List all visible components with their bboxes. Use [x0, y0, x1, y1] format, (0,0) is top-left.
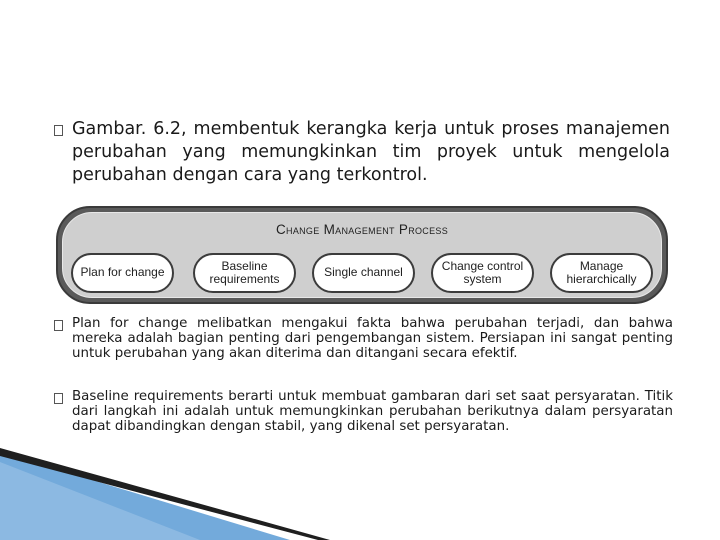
change-management-diagram	[56, 206, 668, 304]
corner-decoration	[0, 448, 720, 540]
step-plan-for-change: Plan for change	[71, 253, 174, 293]
step-baseline-requirements: Baseline requirements	[193, 253, 296, 293]
step-manage-hierarchically: Manage hierarchically	[550, 253, 653, 293]
step-single-channel: Single channel	[312, 253, 415, 293]
diagram-panel	[62, 212, 662, 298]
diagram-title: Change Management Process	[275, 222, 449, 237]
bullet-text-3: Baseline requirements berarti untuk membuat gambaran dari set saat persyaratan. Titik dari langkah ini adalah untuk memungkinkan perubahan berikutnya dalam persyaratan dapat dibandingkan dengan stabil, yang dikenal set persyaratan.	[72, 389, 673, 435]
bullet-text-1: Gambar. 6.2, membentuk kerangka kerja untuk proses manajemen perubahan yang memungkinkan tim proyek untuk mengelola perubahan dengan cara yang terkontrol.	[72, 119, 670, 185]
bullet-marker-1	[54, 125, 63, 136]
bullet-marker-2	[54, 320, 63, 331]
bullet-text-2: Plan for change melibatkan mengakui fakta bahwa perubahan terjadi, dan bahwa mereka adalah bagian penting dari pengembangan sistem. Persiapan ini sangat penting untuk perubahan yang akan diterima dan ditangani secara efektif.	[72, 316, 673, 362]
step-change-control-system: Change control system	[431, 253, 534, 293]
bullet-marker-3	[54, 393, 63, 404]
